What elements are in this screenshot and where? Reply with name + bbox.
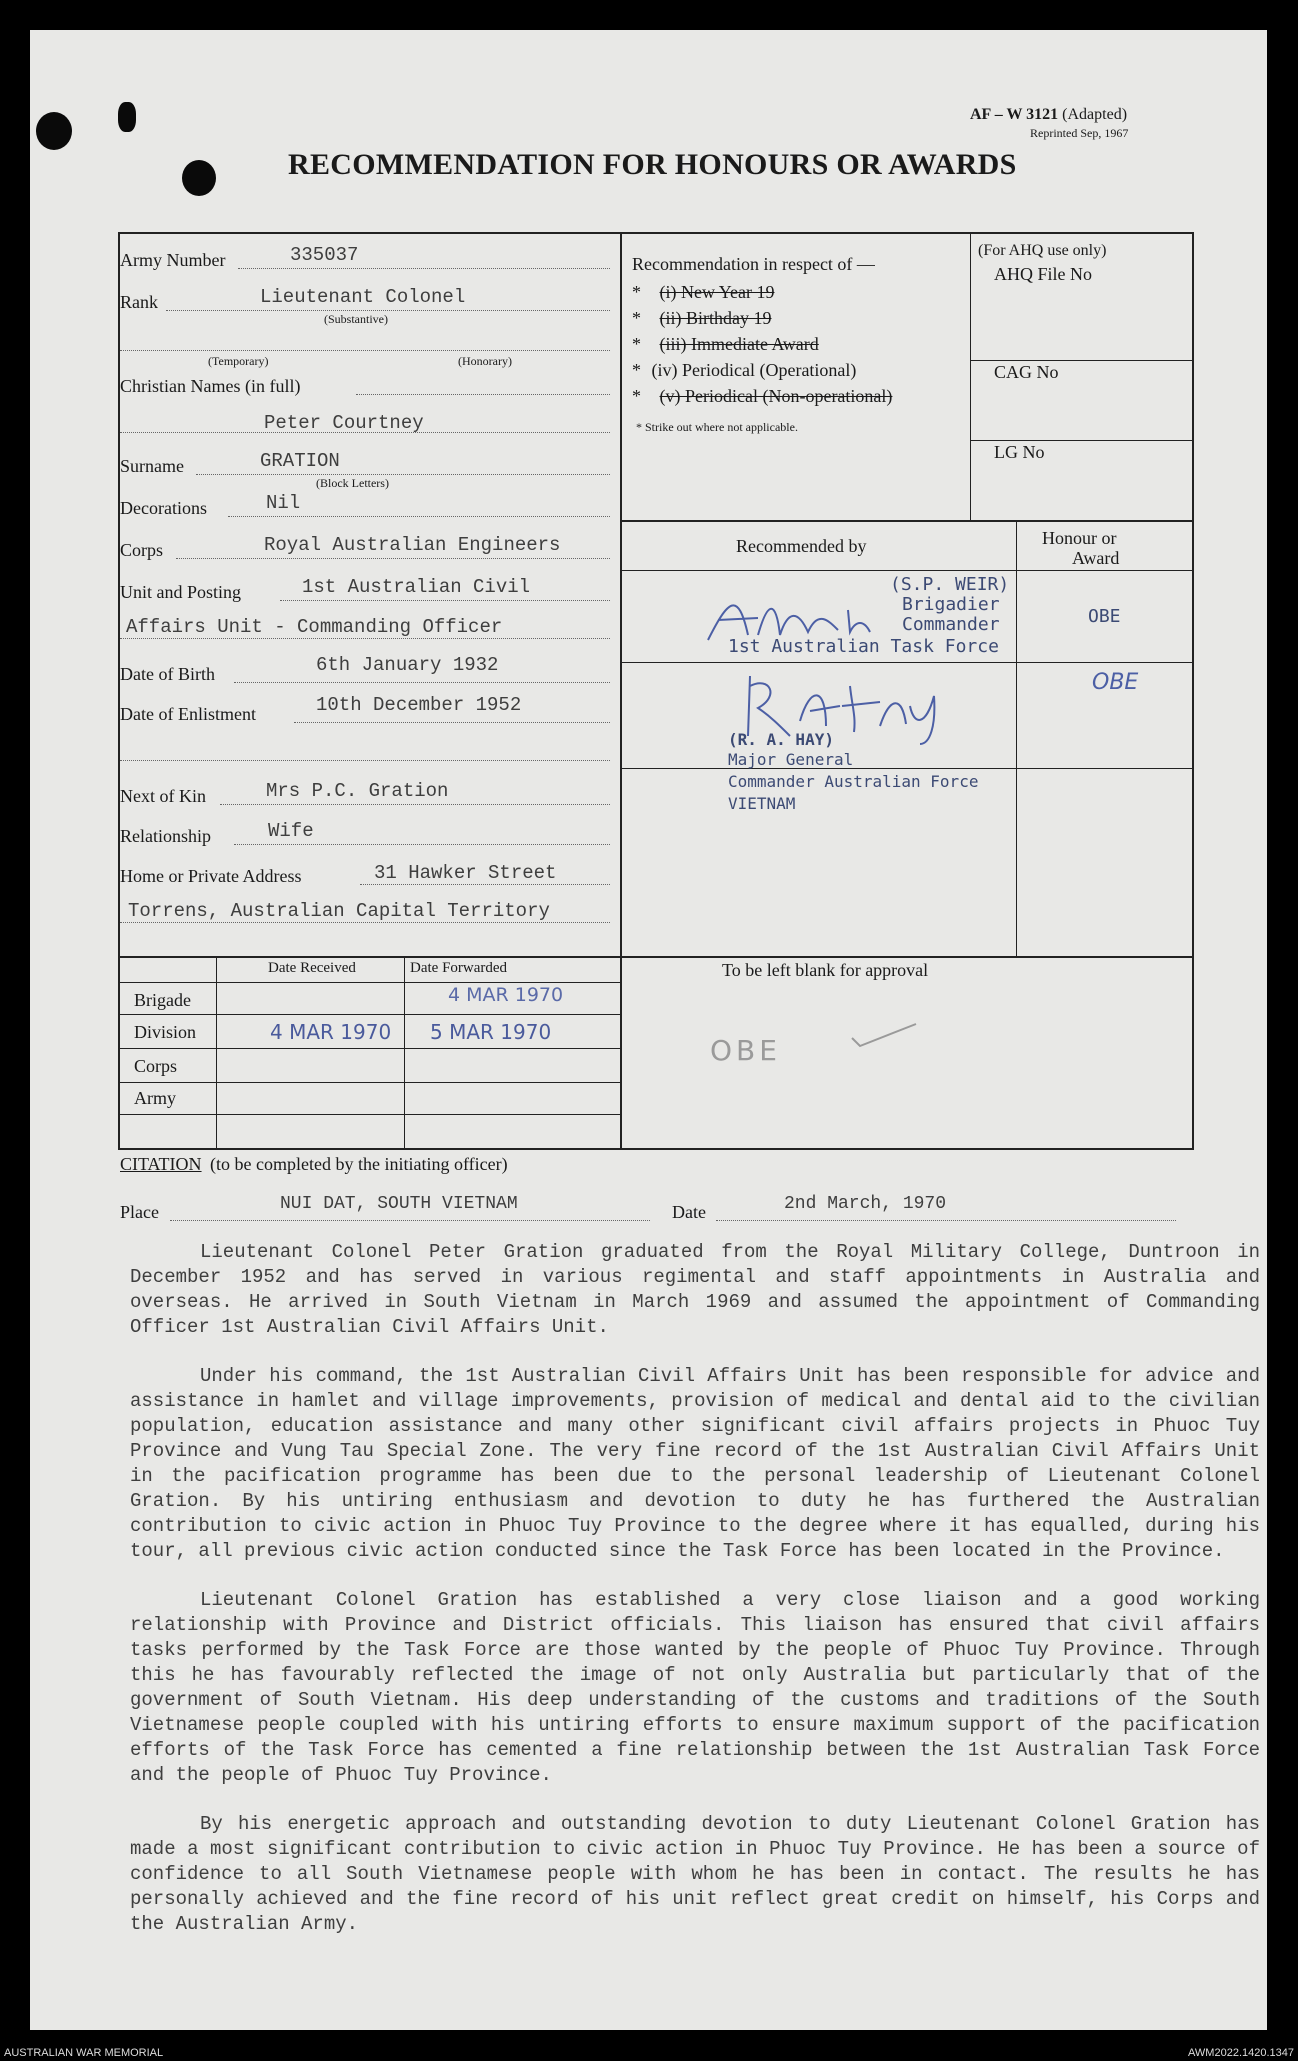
citation-body xyxy=(130,1240,1260,1961)
honour-heading-1: Honour or xyxy=(1042,528,1117,548)
label-relationship: Relationship xyxy=(120,826,211,846)
label-decorations: Decorations xyxy=(120,498,207,518)
respect-star: * xyxy=(632,282,641,302)
value-christian-names: Peter Courtney xyxy=(264,412,424,434)
label-temporary: (Temporary) xyxy=(208,354,269,368)
label-army-number: Army Number xyxy=(120,250,226,270)
citation-heading: CITATION xyxy=(120,1154,202,1174)
division-received-stamp: 4 MAR 1970 xyxy=(270,1020,392,1044)
respect-star: * xyxy=(632,308,641,328)
honour-heading-2: Award xyxy=(1072,548,1120,568)
citation-date-label: Date xyxy=(672,1202,706,1222)
value-corps: Royal Australian Engineers xyxy=(264,534,561,556)
label-surname: Surname xyxy=(120,456,184,476)
citation-place: NUI DAT, SOUTH VIETNAM xyxy=(280,1194,518,1214)
col-date-forwarded: Date Forwarded xyxy=(410,960,508,976)
respect-item-label: (iv) Periodical (Operational) xyxy=(651,360,857,380)
value-address-line2: Torrens, Australian Capital Territory xyxy=(128,900,550,922)
rec2-rank: Major General xyxy=(728,750,854,769)
respect-item-label: (ii) Birthday 19 xyxy=(659,308,772,328)
citation-paragraph-3: Lieutenant Colonel Gration has established a very close liaison and a good working relationship with Province and District officials. This liaison has ensured that civil affairs tasks performed by the Task Force are those wanted by the people of Phuoc Tuy Province. Through this he has favourably reflected the image of not only Australia but particularly that of the government of South Vietnam. His deep understanding of the customs and traditions of the South Vietnamese people coupled with his untiring efforts to ensure maximum support of the pacification efforts of the Task Force has cemented a fine relationship between the 1st Australian Task Force and the people of Phuoc Tuy Province. xyxy=(130,1589,1260,1786)
punch-hole-top xyxy=(36,112,72,150)
label-rank: Rank xyxy=(120,292,158,312)
brigade-forwarded-stamp: 4 MAR 1970 xyxy=(448,984,564,1006)
rec1-award: OBE xyxy=(1088,606,1121,627)
citation-place-label: Place xyxy=(120,1202,159,1222)
label-christian-names: Christian Names (in full) xyxy=(120,376,301,396)
rec2-place: VIETNAM xyxy=(728,794,796,813)
label-corps: Corps xyxy=(120,540,164,560)
respect-item-3 xyxy=(632,334,819,355)
respect-item-label: (i) New Year 19 xyxy=(659,282,775,302)
value-relationship: Wife xyxy=(268,820,314,842)
respect-heading: Recommendation in respect of — xyxy=(632,254,875,274)
row-brigade: Brigade xyxy=(134,990,191,1010)
cag-no: CAG No xyxy=(994,362,1059,382)
form-reprinted: Reprinted Sep, 1967 xyxy=(1030,126,1129,140)
value-enlistment: 10th December 1952 xyxy=(316,694,522,716)
value-next-of-kin: Mrs P.C. Gration xyxy=(266,780,449,802)
form-code xyxy=(970,106,1127,124)
footer-right: AWM2022.1420.1347 xyxy=(1188,2047,1294,2059)
rec2-award: OBE xyxy=(1092,670,1139,695)
label-next-of-kin: Next of Kin xyxy=(120,786,206,806)
respect-item-2 xyxy=(632,308,771,329)
footer-left: AUSTRALIAN WAR MEMORIAL xyxy=(4,2047,164,2059)
form-adapted: (Adapted) xyxy=(1062,106,1128,123)
rec2-role: Commander Australian Force xyxy=(728,772,979,791)
label-dob: Date of Birth xyxy=(120,664,215,684)
respect-item-1 xyxy=(632,282,774,303)
row-corps: Corps xyxy=(134,1056,178,1076)
label-unit-posting: Unit and Posting xyxy=(120,582,242,602)
value-address-line1: 31 Hawker Street xyxy=(374,862,557,884)
value-unit-line1: 1st Australian Civil xyxy=(302,576,531,598)
label-honorary: (Honorary) xyxy=(458,354,512,368)
citation-heading-row xyxy=(120,1154,508,1175)
respect-item-5 xyxy=(632,386,892,407)
label-block-letters: (Block Letters) xyxy=(316,476,389,490)
approval-handwritten: OBE xyxy=(710,1034,781,1067)
respect-star: * xyxy=(632,360,641,380)
punch-hole-mid xyxy=(182,160,216,196)
citation-subheading: (to be completed by the initiating officer) xyxy=(210,1154,508,1174)
value-rank: Lieutenant Colonel xyxy=(260,286,466,308)
value-unit-line2: Affairs Unit - Commanding Officer xyxy=(126,616,503,638)
rec1-rank: Brigadier xyxy=(902,594,1000,615)
respect-item-4 xyxy=(632,360,856,381)
value-surname: GRATION xyxy=(260,450,340,472)
approval-label: To be left blank for approval xyxy=(722,960,929,980)
label-address: Home or Private Address xyxy=(120,866,302,886)
citation-date: 2nd March, 1970 xyxy=(784,1194,947,1214)
form-title: RECOMMENDATION FOR HONOURS OR AWARDS xyxy=(288,148,1017,181)
punch-hole-tear xyxy=(118,102,136,132)
label-substantive: (Substantive) xyxy=(324,312,388,326)
label-enlistment: Date of Enlistment xyxy=(120,704,256,724)
rec1-name: (S.P. WEIR) xyxy=(890,574,1010,595)
citation-paragraph-4: By his energetic approach and outstanding devotion to duty Lieutenant Colonel Gration has made a most significant contribution to civic action in Phuoc Tuy Province. He has been a source of confidence to all South Vietnamese people with whom he has been in contact. The results he has personally achieved and the fine record of his unit reflect great credit on himself, his Corps and the Australian Army. xyxy=(130,1813,1260,1935)
value-army-number: 335037 xyxy=(290,244,359,266)
rec2-name: (R. A. HAY) xyxy=(728,730,834,749)
approval-check-icon xyxy=(850,1020,920,1050)
ahq-use-only: (For AHQ use only) xyxy=(978,242,1107,259)
respect-item-label: (v) Periodical (Non-operational) xyxy=(659,386,893,406)
rec1-unit: 1st Australian Task Force xyxy=(728,636,999,657)
lg-no: LG No xyxy=(994,442,1045,462)
respect-item-label: (iii) Immediate Award xyxy=(659,334,819,354)
citation-paragraph-1: Lieutenant Colonel Peter Gration graduated from the Royal Military College, Duntroon in December 1952 and has served in various regimental and staff appointments in Australia and overseas. He arrived in South Vietnam in March 1969 and assumed the appointment of Commanding Officer 1st Australian Civil Affairs Unit. xyxy=(130,1241,1260,1338)
row-division: Division xyxy=(134,1022,197,1042)
row-army: Army xyxy=(134,1088,176,1108)
division-forwarded-stamp: 5 MAR 1970 xyxy=(430,1020,552,1044)
citation-paragraph-2: Under his command, the 1st Australian Civil Affairs Unit has been responsible for advice and assistance in hamlet and village improvements, provision of medical and dental aid to the civilian population, education assistance and many other significant civil affairs projects in Phuoc Tuy Province and Vung Tau Special Zone. The very fine record of the 1st Australian Civil Affairs Unit in the pacification programme has been due to the personal leadership of Lieutenant Colonel Gration. By his untiring enthusiasm and devotion to duty he has furthered the Australian contribution to civic action in Phuoc Tuy Province to the degree where it has equalled, during his tour, all previous civic action conducted since the Task Force has been located in the Province. xyxy=(130,1365,1260,1562)
respect-note: * Strike out where not applicable. xyxy=(636,420,798,434)
document-page xyxy=(30,30,1267,2030)
respect-star: * xyxy=(632,386,641,406)
recommended-heading: Recommended by xyxy=(736,536,867,556)
value-dob: 6th January 1932 xyxy=(316,654,499,676)
form-code-number: AF – W 3121 xyxy=(970,106,1059,123)
col-date-received: Date Received xyxy=(268,960,356,976)
respect-star: * xyxy=(632,334,641,354)
value-decorations: Nil xyxy=(266,492,301,514)
rec1-role: Commander xyxy=(902,614,1000,635)
ahq-file-no: AHQ File No xyxy=(994,264,1092,284)
